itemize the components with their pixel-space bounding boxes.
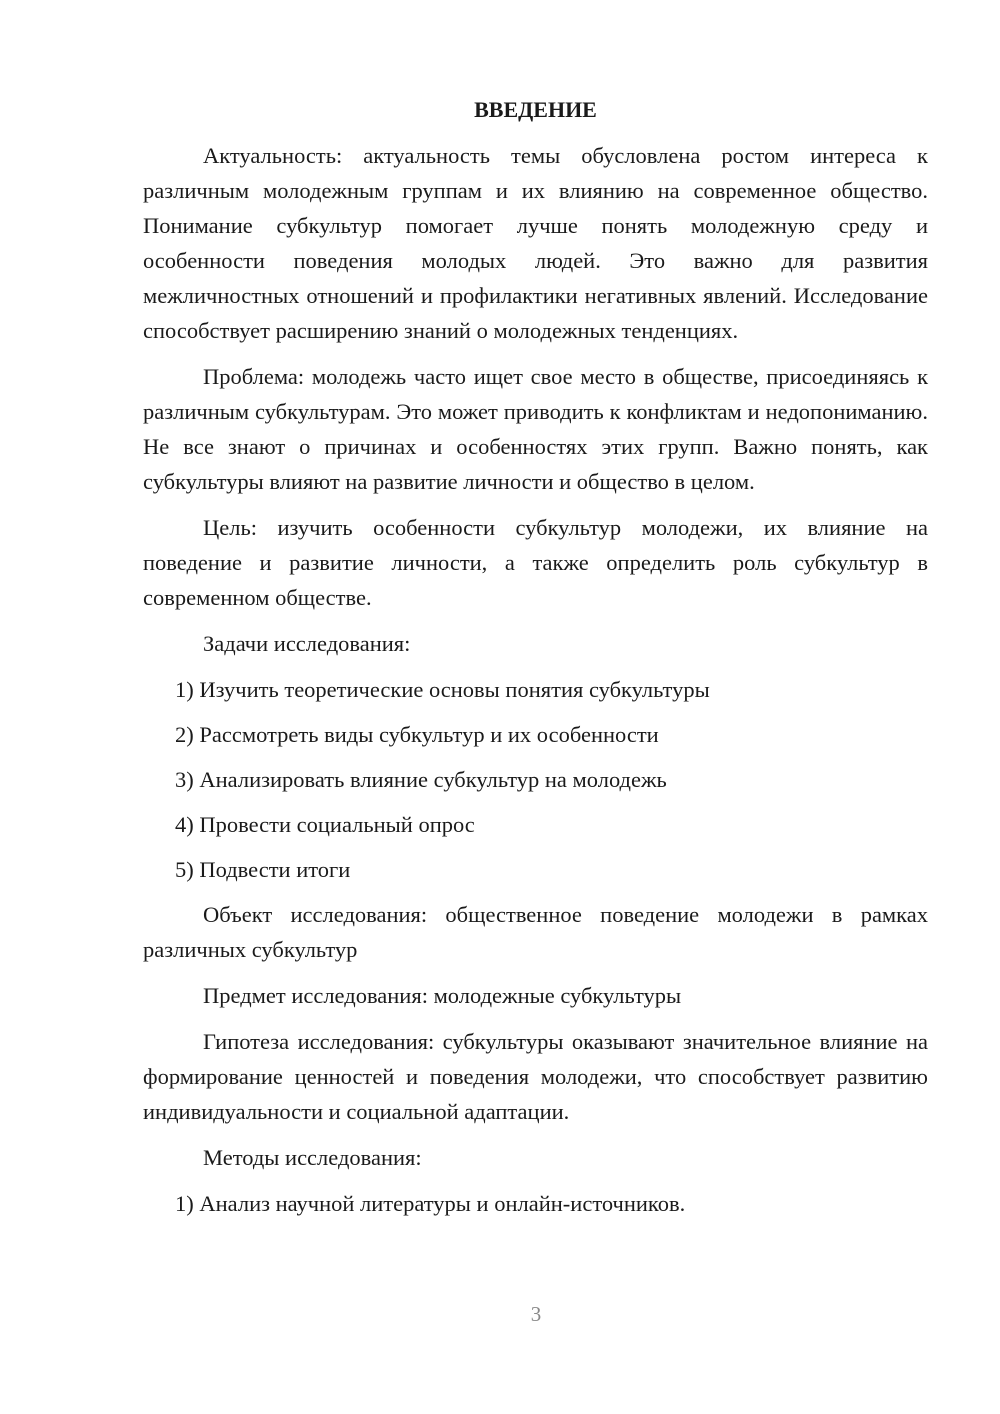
relevance-paragraph: Актуальность: актуальность темы обусловлена ростом интереса к различным молодежным группам и их влиянию на современное общество. Понимание субкультур помогает лучше понять молодежную среду и особенности поведения молодых людей. Это важно для развития межличностных отношений и профилактики негативных явлений. Исследование способствует расширению знаний о молодежных тенденциях.: [143, 143, 928, 343]
hypothesis-paragraph: Гипотеза исследования: субкультуры оказывают значительное влияние на формирование ценностей и поведения молодежи, что способствует развитию индивидуальности и социальной адаптации.: [143, 1029, 928, 1124]
list-item: 5) Подвести итоги: [175, 857, 351, 882]
list-item: 3) Анализировать влияние субкультур на молодежь: [175, 767, 667, 792]
list-item: 2) Рассмотреть виды субкультур и их особенности: [175, 722, 659, 747]
goal-paragraph: Цель: изучить особенности субкультур молодежи, их влияние на поведение и развитие личности, а также определить роль субкультур в современном обществе.: [143, 515, 928, 610]
section-title: ВВЕДЕНИЕ: [474, 97, 597, 122]
subject-paragraph: Предмет исследования: молодежные субкультуры: [203, 983, 682, 1008]
tasks-list: [143, 672, 928, 887]
methods-heading: Методы исследования:: [203, 1145, 422, 1170]
list-item: 1) Изучить теоретические основы понятия субкультуры: [175, 677, 710, 702]
tasks-heading: Задачи исследования:: [203, 631, 411, 656]
methods-list: [143, 1186, 928, 1221]
list-item: 1) Анализ научной литературы и онлайн-источников.: [175, 1191, 686, 1216]
problem-paragraph: Проблема: молодежь часто ищет свое место в обществе, присоединяясь к различным субкультурам. Это может приводить к конфликтам и недопониманию. Не все знают о причинах и особенностях этих групп. Важно понять, как субкультуры влияют на развитие личности и общество в целом.: [143, 364, 928, 494]
page-number: 3: [530, 1302, 542, 1326]
object-paragraph: Объект исследования: общественное поведение молодежи в рамках различных субкультур: [143, 902, 928, 962]
list-item: 4) Провести социальный опрос: [175, 812, 475, 837]
document-page: [143, 95, 928, 1231]
